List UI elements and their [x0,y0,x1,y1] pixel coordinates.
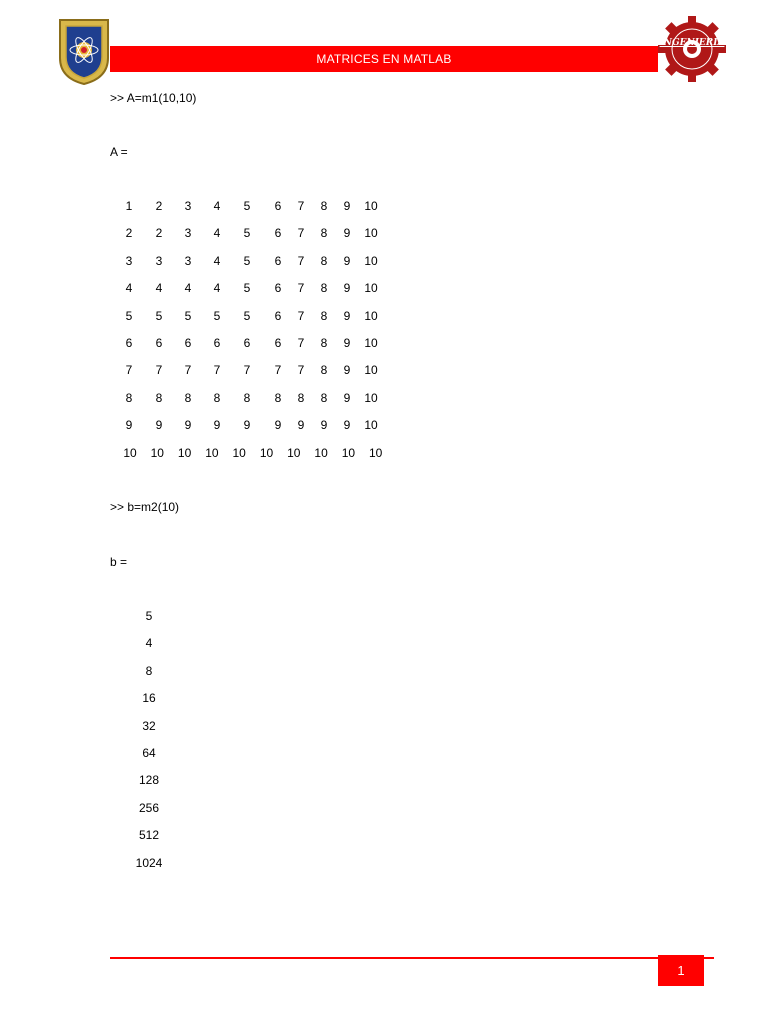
vector-b-value: 64 [142,746,156,760]
matrix-a-cell: 10 [364,336,378,350]
matrix-a-cell: 3 [184,253,192,268]
matrix-a-cell: 8 [320,281,328,296]
matrix-a-cell: 9 [343,199,351,213]
matrix-a-cell: 9 [343,363,351,378]
matrix-a-cell: 5 [184,308,192,323]
matrix-a-cell: 9 [274,418,282,433]
matrix-a-cell: 8 [320,253,328,268]
matrix-a-cell: 8 [320,226,328,241]
matrix-a-cell: 10 [123,445,137,460]
matrix-a-cell: 10 [364,281,378,296]
matrix-a-cell: 10 [232,445,246,460]
label-b: b = [110,555,128,569]
matrix-a-cell: 8 [184,390,192,405]
matrix-a-cell: 8 [213,390,221,405]
matrix-a-cell: 9 [343,308,351,323]
matrix-a-cell: 10 [287,445,301,460]
matrix-a-cell: 5 [243,308,251,323]
vector-b-value: 16 [142,691,156,706]
matrix-a-cell: 8 [274,390,282,405]
vector-b-value: 5 [145,609,153,623]
matrix-a-cell: 4 [213,253,221,268]
matrix-a-cell: 8 [155,390,163,405]
university-crest-icon [58,18,110,86]
matrix-a-cell: 10 [150,445,164,460]
matrix-a-cell: 6 [274,336,282,350]
matrix-a-cell: 7 [125,363,133,378]
matrix-a-cell: 9 [155,418,163,433]
matrix-a-cell: 3 [184,199,192,213]
matrix-a-cell: 10 [364,226,378,241]
matrix-a-cell: 5 [243,253,251,268]
matrix-a-cell: 9 [243,418,251,433]
matrix-a-cell: 5 [213,308,221,323]
label-a: A = [110,145,128,159]
matrix-a-cell: 2 [155,199,163,213]
matrix-a-cell: 8 [243,390,251,405]
engineering-gear-logo-icon [656,16,728,82]
vector-b-value: 128 [138,773,160,788]
matrix-a-cell: 4 [125,281,133,296]
matrix-a-cell: 10 [364,390,378,405]
matrix-a-cell: 6 [274,253,282,268]
matrix-a-cell: 9 [343,281,351,296]
matrix-a-cell: 7 [297,308,305,323]
matrix-a-cell: 6 [274,226,282,241]
matrix-a-cell: 10 [364,418,378,433]
vector-b-value: 4 [145,636,153,651]
matrix-a-cell: 8 [125,390,133,405]
vector-b-value: 1024 [135,855,163,870]
matrix-a-cell: 9 [297,418,305,433]
matrix-a-cell: 6 [274,308,282,323]
matrix-a-cell: 3 [184,226,192,241]
engineering-logo-text: INGENIERIA [659,38,725,48]
matrix-a-cell: 8 [320,336,328,350]
matrix-a-cell: 6 [155,336,163,350]
matrix-a-cell: 2 [125,226,133,241]
matrix-a-cell: 9 [343,336,351,350]
matrix-a-cell: 10 [177,445,192,460]
matrix-a-cell: 10 [341,445,356,460]
matrix-a-cell: 10 [364,363,378,378]
matrix-a-cell: 1 [125,199,133,213]
matrix-a-cell: 6 [125,336,133,350]
matrix-a-cell: 8 [320,308,328,323]
matrix-a-cell: 7 [274,363,282,378]
matrix-a-cell: 9 [343,253,351,268]
matrix-a-cell: 9 [184,418,192,433]
page-number: 1 [658,955,704,986]
matrix-a-cell: 3 [155,253,163,268]
matrix-a-cell: 6 [184,336,192,350]
footer-divider [110,957,714,959]
matrix-a-cell: 8 [297,390,305,405]
matrix-a-cell: 5 [243,199,251,213]
header-title: MATRICES EN MATLAB [110,46,658,72]
matrix-a-cell: 4 [213,281,221,296]
matrix-a-cell: 10 [259,445,274,460]
matrix-a-cell: 6 [274,281,282,296]
matrix-a-cell: 6 [213,336,221,350]
vector-b-value: 512 [138,828,160,843]
matrix-a-cell: 7 [297,336,305,350]
matrix-a-cell: 6 [243,336,251,350]
matrix-a-cell: 7 [297,281,305,296]
matrix-a-cell: 8 [320,390,328,405]
matrix-a-cell: 9 [213,418,221,433]
matrix-a-cell: 9 [343,226,351,241]
matrix-a-cell: 10 [369,445,383,460]
matrix-a-cell: 10 [314,445,328,460]
matrix-a-cell: 6 [274,199,282,213]
matrix-a-cell: 4 [184,281,192,296]
matrix-a-cell: 7 [297,199,305,213]
vector-b-value: 8 [145,663,153,678]
matrix-a-cell: 5 [155,308,163,323]
matrix-a-cell: 7 [213,363,221,378]
vector-b-value: 256 [138,800,160,815]
matrix-a-cell: 7 [297,363,305,378]
vector-b-value: 32 [142,718,156,733]
matrix-a-cell: 5 [243,226,251,241]
matrix-a-cell: 4 [213,199,221,213]
matrix-a-cell: 7 [155,363,163,378]
matrix-a-cell: 10 [364,199,378,213]
matrix-a-cell: 7 [297,226,305,241]
command-b: >> b=m2(10) [110,500,180,514]
matrix-a-cell: 7 [243,363,251,378]
matrix-a-cell: 9 [343,390,351,405]
matrix-a-cell: 3 [125,253,133,268]
matrix-a-cell: 10 [364,308,378,323]
matrix-a-cell: 8 [320,363,328,378]
matrix-a-cell: 9 [125,418,133,433]
matrix-a-cell: 5 [243,281,251,296]
matrix-a-cell: 7 [184,363,192,378]
matrix-a-cell: 4 [213,226,221,241]
matrix-a-cell: 7 [297,253,305,268]
matrix-a-cell: 10 [364,253,378,268]
matrix-a-cell: 8 [320,199,328,213]
matrix-a-cell: 4 [155,281,163,296]
matrix-a-cell: 10 [205,445,219,460]
matrix-a-cell: 9 [320,418,328,433]
matrix-a-cell: 2 [155,226,163,241]
matrix-a-cell: 5 [125,308,133,323]
matrix-a-cell: 9 [343,418,351,433]
command-a: >> A=m1(10,10) [110,91,197,105]
